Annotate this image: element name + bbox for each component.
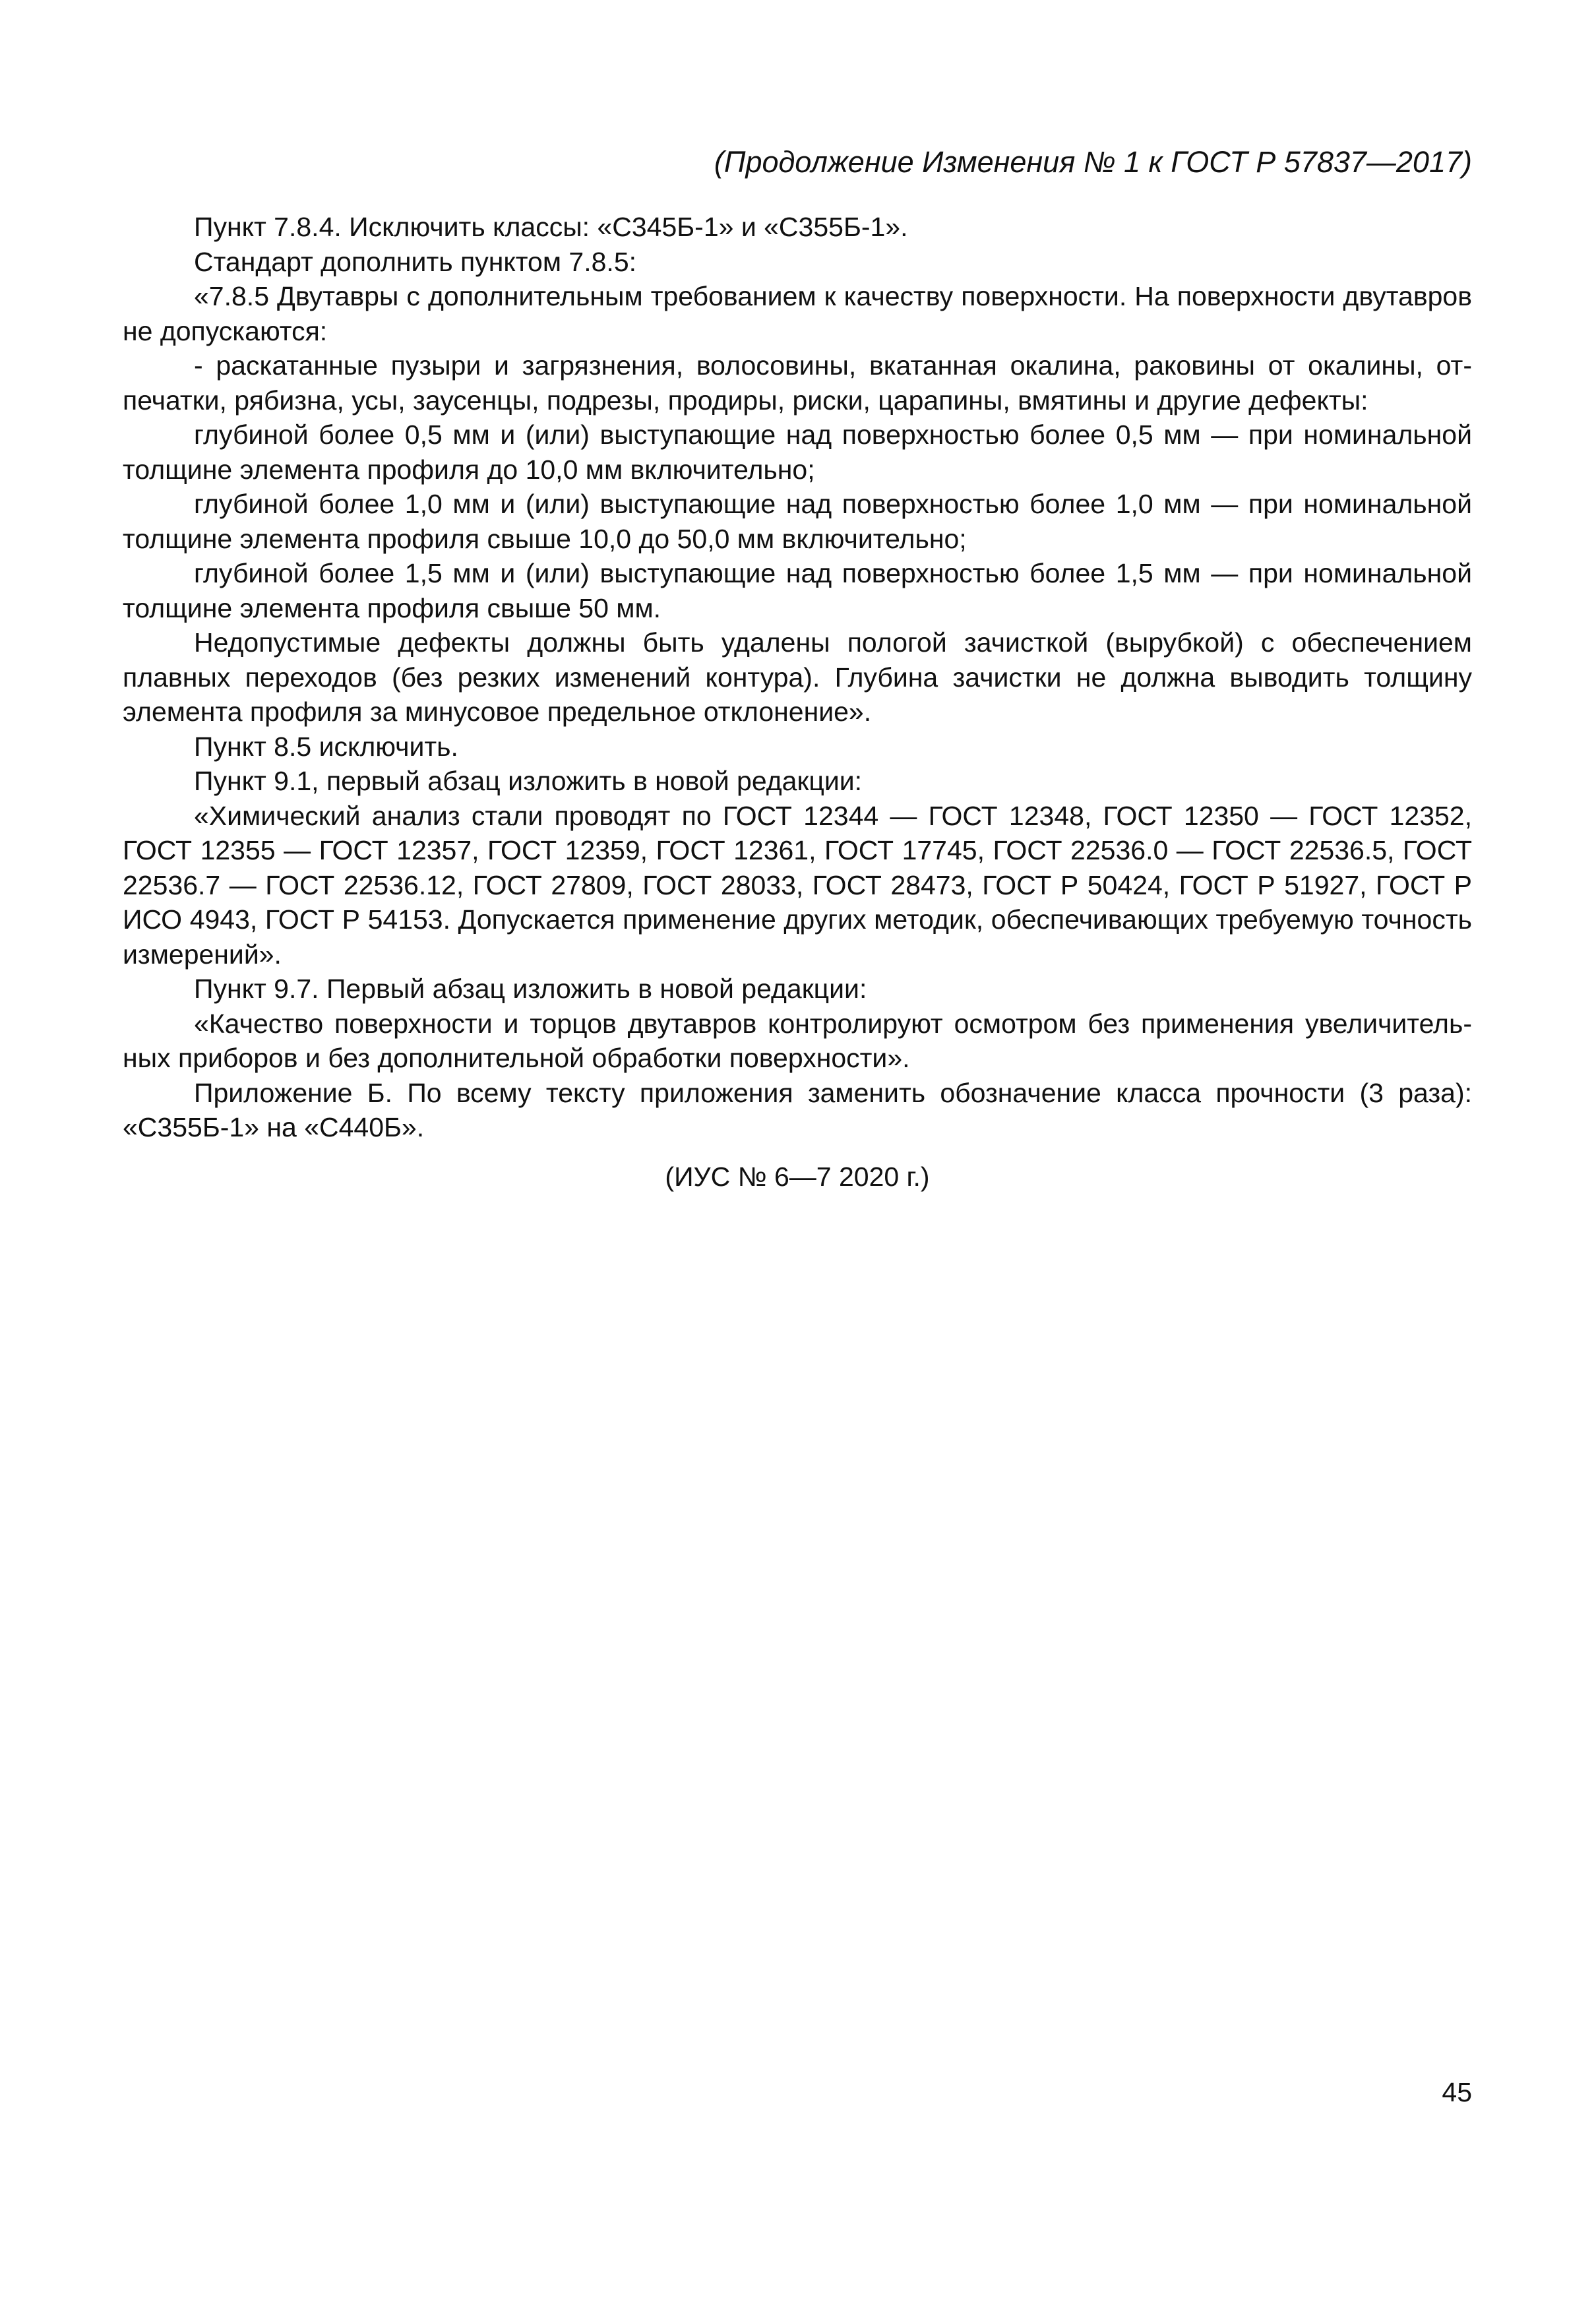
ius-note: (ИУС № 6—7 2020 г.) <box>665 1162 930 1192</box>
paragraph-surface-quality: «Качество поверхности и торцов двутавров контролируют осмотром без применения увеличительных приборов и без дополнительной обработки поверхности». <box>123 1008 1472 1073</box>
paragraph-8-5: Пункт 8.5 исключить. <box>194 731 458 762</box>
paragraph-defect-removal: Недопустимые дефекты должны быть удалены пологой зачисткой (вырубкой) с обеспечением плавных переходов (без резких изменений контура). Глубина зачистки не должна выводить толщину элемента профиля за минусовое предельное отклонение». <box>123 627 1472 727</box>
paragraph-chemical-analysis: «Химический анализ стали проводят по ГОСТ 12344 — ГОСТ 12348, ГОСТ 12350 — ГОСТ 12352, ГОСТ 12355 — ГОСТ 12357, ГОСТ 12359, ГОСТ 12361, ГОСТ 17745, ГОСТ 22536.0 — ГОСТ 22536.5, ГОСТ 22536.7 — ГОСТ 22536.12, ГОСТ 27809, ГОСТ 28033, ГОСТ 28473, ГОСТ Р 50424, ГОСТ Р 51927, ГОСТ Р ИСО 4943, ГОСТ Р 54153. Допускается применение других методик, обеспечивающих требуемую точность измерений». <box>123 800 1472 970</box>
paragraph-appendix-b: Приложение Б. По всему тексту приложения заменить обозначение класса прочности (3 раза): «С355Б-1» на «С440Б». <box>123 1077 1472 1142</box>
paragraph-add-7-8-5: Стандарт дополнить пунктом 7.8.5: <box>194 246 637 277</box>
paragraph-7-8-4: Пункт 7.8.4. Исключить классы: «С345Б-1» и «С355Б-1». <box>194 212 908 242</box>
paragraph-defects-list: - раскатанные пузыри и загрязнения, волосовины, вкатанная окалина, раковины от окалины, отпечатки, рябизна, усы, заусенцы, подрезы, продиры, риски, царапины, вмятины и другие дефекты: <box>123 350 1472 416</box>
paragraph-9-7-title: Пункт 9.7. Первый абзац изложить в новой редакции: <box>194 974 867 1004</box>
paragraph-depth-1-5: глубиной более 1,5 мм и (или) выступающие над поверхностью более 1,5 мм — при номинальной толщине элемента профиля свыше 50 мм. <box>123 558 1472 623</box>
paragraph-7-8-5-intro: «7.8.5 Двутавры с дополнительным требованием к качеству поверхности. На поверхности двутавров не допускаются: <box>123 281 1472 346</box>
paragraph-depth-0-5: глубиной более 0,5 мм и (или) выступающие над поверхностью более 0,5 мм — при номинальной толщине элемента профиля до 10,0 мм включительно; <box>123 419 1472 485</box>
paragraph-depth-1-0: глубиной более 1,0 мм и (или) выступающие над поверхностью более 1,0 мм — при номинальной толщине элемента профиля свыше 10,0 до 50,0 мм включительно; <box>123 489 1472 554</box>
continuation-header: (Продолжение Изменения № 1 к ГОСТ Р 57837—2017) <box>714 145 1472 179</box>
page-number: 45 <box>1442 2077 1472 2107</box>
document-body <box>123 210 1472 1145</box>
paragraph-9-1-title: Пункт 9.1, первый абзац изложить в новой редакции: <box>194 766 863 796</box>
